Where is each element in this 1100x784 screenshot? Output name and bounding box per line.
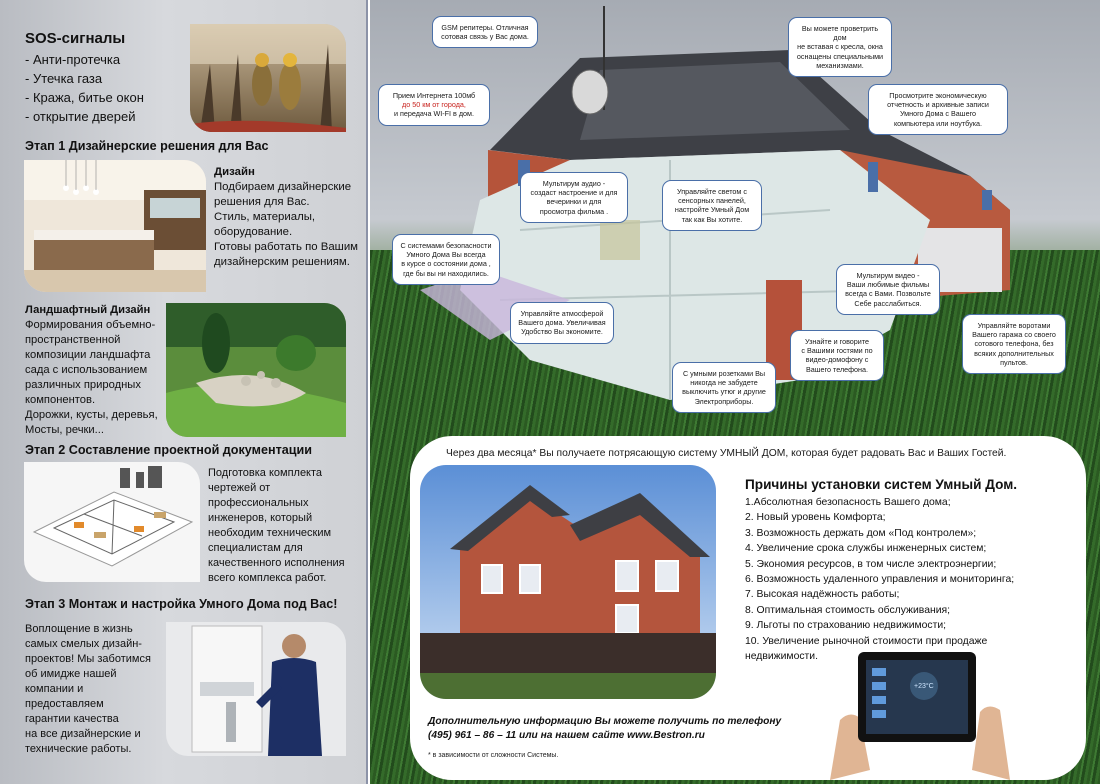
text-line: пространственной xyxy=(25,334,121,346)
stage2-text xyxy=(208,466,345,586)
text-line: выключить утюг и другие xyxy=(682,387,766,397)
reasons-title: Причины установки систем Умный Дом. xyxy=(745,477,1018,492)
kitchen-photo xyxy=(24,160,206,292)
text-line: Мультирум видео - xyxy=(856,271,920,280)
text-line: чертежей от xyxy=(208,482,271,494)
info-headline: Через два месяца* Вы получаете потрясающую систему УМНЫЙ ДОМ, которая будет радовать Вас и Ваших Гостей. xyxy=(446,448,1007,459)
intercom-callout xyxy=(790,330,884,381)
audio-callout xyxy=(520,172,628,223)
text-line: Электроприборы. xyxy=(694,396,754,406)
text-line: Ваши любимые фильмы xyxy=(846,280,930,290)
landscape-heading: Ландшафтный Дизайн xyxy=(25,304,151,316)
text-line: гарантии качества xyxy=(25,713,119,725)
text-line: сенсорных панелей, xyxy=(678,196,746,206)
garden-photo xyxy=(166,303,346,437)
text-line: дизайнерским решениям. xyxy=(214,256,350,268)
text-line: с Вашими гостями по xyxy=(801,346,873,356)
internet-callout xyxy=(378,84,490,126)
text-line: видео-домофону с xyxy=(805,355,869,365)
text-line: просмотра фильма . xyxy=(539,206,609,216)
text-line: С умными розетками Вы xyxy=(682,369,766,378)
text-line: Управляйте атмосферой xyxy=(520,309,604,318)
text-line: самых смелых дизайн- xyxy=(25,638,142,650)
text-line: Мультирум аудио - xyxy=(542,179,606,188)
text-line: технические работы. xyxy=(25,743,132,755)
contact-line: Дополнительную информацию Вы можете получить по телефону xyxy=(428,716,782,727)
text-line: Вы можете проветрить дом xyxy=(801,24,879,43)
reason-item: 4. Увеличение срока службы инженерных систем; xyxy=(745,543,987,555)
contact-line: (495) 961 – 86 – 11 или на нашем сайте www.Bestron.ru xyxy=(428,730,705,741)
text-line: Умного Дома Вы всегда xyxy=(406,250,486,260)
text-line-red: до 50 км от города, xyxy=(402,100,466,110)
tablet-control-photo xyxy=(830,650,1010,780)
reports-callout xyxy=(868,84,1008,135)
security-callout xyxy=(392,234,500,285)
text-line: Удобство Вы экономите. xyxy=(521,327,603,337)
text-line: пультов. xyxy=(1000,357,1028,367)
landscape-text xyxy=(25,303,158,438)
text-line: создаст настроение и для xyxy=(530,188,618,198)
reason-item: 3. Возможность держать дом «Под контролем»; xyxy=(745,527,977,539)
text-line: компонентов. xyxy=(25,394,96,406)
tablet-temperature: +23°C xyxy=(914,683,934,690)
reasons-list xyxy=(745,495,1045,664)
reason-item: 2. Новый уровень Комфорта; xyxy=(745,512,886,524)
sos-item: - Анти-протечка xyxy=(25,52,121,67)
text-line: профессиональных xyxy=(208,497,309,509)
text-line: сада с использованием xyxy=(25,364,148,376)
text-line: различных природных xyxy=(25,379,141,391)
reason-item: 1.Абсолютная безопасность Вашего дома; xyxy=(745,497,951,508)
text-line: так как Вы хотите. xyxy=(681,214,743,224)
text-line: оборудование. xyxy=(214,226,293,238)
text-line: компьютера или ноутбука. xyxy=(893,118,983,128)
text-line: всего комплекса работ. xyxy=(208,572,327,584)
text-line: сотового телефона, без xyxy=(974,339,1054,349)
reason-item: 9. Льготы по страхованию недвижимости; xyxy=(745,620,947,632)
text-line: композиции ландшафта xyxy=(25,349,151,361)
left-panel xyxy=(0,0,368,784)
reason-item: 8. Оптимальная стоимость обслуживания; xyxy=(745,604,951,616)
text-line: Управляйте светом с xyxy=(677,187,747,196)
design-text xyxy=(214,165,358,270)
text-line: оснащены специальными xyxy=(796,51,884,61)
text-line: проектов! Мы заботимся xyxy=(25,653,151,665)
text-line: Дорожки, кусты, деревья, xyxy=(25,409,158,421)
stage1-title: Этап 1 Дизайнерские решения для Вас xyxy=(25,139,269,153)
text-line: Формирования объемно- xyxy=(25,319,156,331)
text-line: решения для Вас. xyxy=(214,196,310,208)
firefighters-photo xyxy=(190,24,346,132)
text-line: Умного Дома с Вашего xyxy=(899,109,977,119)
stage3-text xyxy=(25,622,151,757)
text-line: сотовая связь у Вас дома. xyxy=(441,32,529,42)
blueprint-3d-plan xyxy=(24,462,200,582)
sos-item: - Утечка газа xyxy=(25,71,103,86)
text-line: Подготовка комплекта xyxy=(208,467,323,479)
text-line: в курсе о состоянии дома , xyxy=(401,259,491,269)
text-line: Узнайте и говорите xyxy=(804,337,870,346)
ventilation-callout xyxy=(788,17,892,77)
sos-list xyxy=(25,50,144,126)
smart-sockets-callout xyxy=(672,362,776,413)
text-line: на все дизайнерские и xyxy=(25,728,141,740)
text-line: механизмами. xyxy=(816,60,864,70)
stage2-title: Этап 2 Составление проектной документации xyxy=(25,443,312,457)
text-line: Управляйте воротами xyxy=(977,321,1051,330)
garage-gates-callout xyxy=(962,314,1066,374)
text-line: Мосты, речки... xyxy=(25,424,105,436)
text-line: Подбираем дизайнерские xyxy=(214,181,352,193)
stage3-title: Этап 3 Монтаж и настройка Умного Дома под Вас! xyxy=(25,597,338,611)
text-line: Воплощение в жизнь xyxy=(25,623,133,635)
text-line: Готовы работать по Вашим xyxy=(214,241,359,253)
atmosphere-callout xyxy=(510,302,614,344)
sos-title: SOS-сигналы xyxy=(25,30,126,47)
reason-item: 10. Увеличение рыночной стоимости при продаже xyxy=(745,635,988,647)
text-line: предоставляем xyxy=(25,698,104,710)
sos-item: - Кража, битье окон xyxy=(25,90,144,105)
text-line: специалистам для xyxy=(208,542,303,554)
text-line: всяких дополнительных xyxy=(974,348,1054,358)
text-line: С системами безопасности xyxy=(400,241,492,250)
text-line: об имидже нашей xyxy=(25,668,117,680)
text-line: вечеринки и для xyxy=(546,197,602,207)
brick-house-photo xyxy=(420,465,716,699)
text-line: Вашего дома. Увеличивая xyxy=(518,318,606,328)
text-line: Стиль, материалы, xyxy=(214,211,316,223)
footnote: * в зависимости от сложности Системы. xyxy=(428,752,559,759)
text-line: инженеров, который xyxy=(208,512,313,524)
reason-item: недвижимости. xyxy=(745,651,818,663)
text-line: компании и xyxy=(25,683,84,695)
text-line: Себе расслабиться. xyxy=(854,298,922,308)
design-heading: Дизайн xyxy=(214,166,255,178)
contact-info xyxy=(428,715,781,743)
text-line: и передача WI-FI в дом. xyxy=(393,109,474,119)
text-line: настройте Умный Дом xyxy=(674,205,750,215)
sos-item: - открытие дверей xyxy=(25,109,136,124)
text-line: не вставая с кресла, окна xyxy=(797,42,883,52)
text-line: никогда не забудете xyxy=(690,378,758,388)
text-line: качественного исполнения xyxy=(208,557,345,569)
text-line: отчетность и архивные записи xyxy=(887,100,989,110)
text-line: Прием Интернета 100мб xyxy=(392,91,476,100)
reason-item: 6. Возможность удаленного управления и мониторинга; xyxy=(745,574,1015,586)
text-line: Вашего гаража со своего xyxy=(972,330,1056,340)
text-line: всегда с Вами. Позвольте xyxy=(845,289,931,299)
text-line: необходим техническим xyxy=(208,527,332,539)
text-line: где бы вы ни находились. xyxy=(403,268,489,278)
text-line: Вашего телефона. xyxy=(805,364,869,374)
text-line: GSM репитеры. Отличная xyxy=(441,23,529,32)
reason-item: 7. Высокая надёжность работы; xyxy=(745,589,900,601)
technician-photo xyxy=(166,622,346,756)
gsm-callout xyxy=(432,16,538,48)
video-callout xyxy=(836,264,940,315)
text-line: Просмотрите экономическую xyxy=(889,91,987,100)
reason-item: 5. Экономия ресурсов, в том числе электроэнергии; xyxy=(745,558,997,570)
lighting-callout xyxy=(662,180,762,231)
